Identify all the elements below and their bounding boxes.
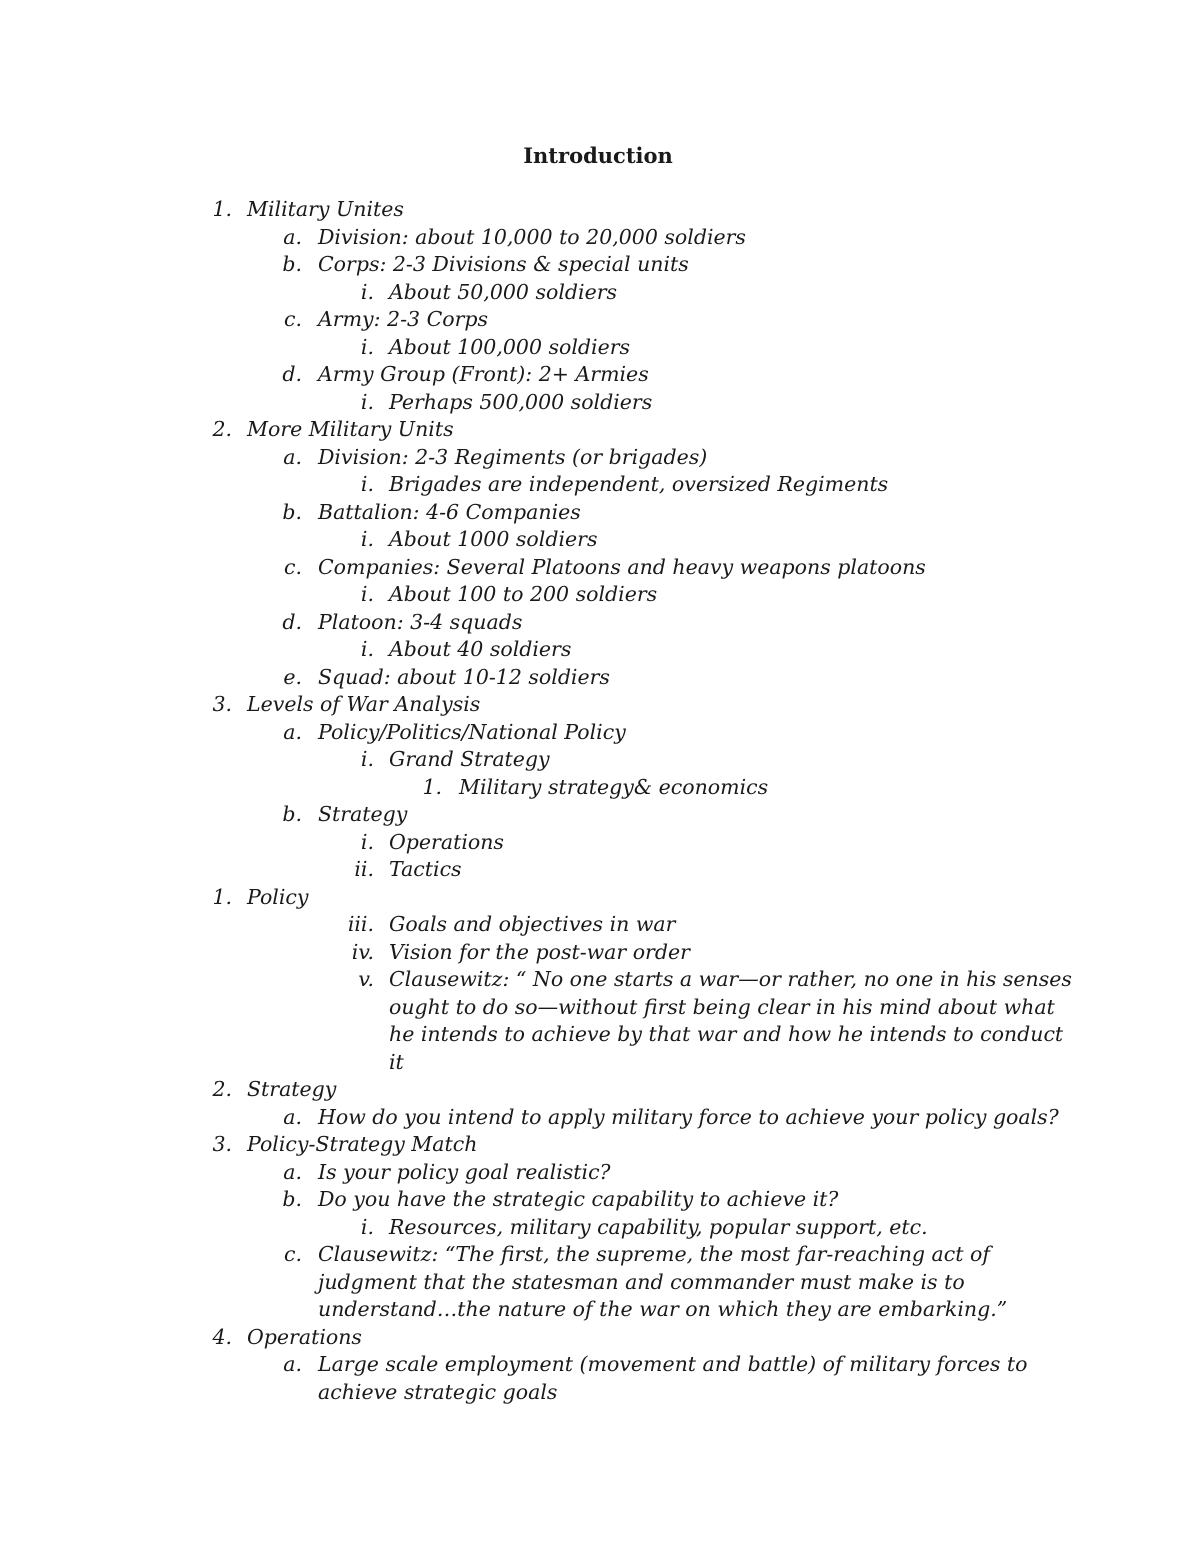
outline-marker: i. bbox=[360, 527, 374, 551]
outline-text: Tactics bbox=[389, 857, 462, 881]
outline-item bbox=[0, 361, 1200, 389]
outline-marker: iv. bbox=[351, 939, 374, 964]
outline-item bbox=[0, 581, 1200, 609]
outline-item bbox=[0, 1159, 1200, 1187]
outline-marker: b. bbox=[282, 1187, 302, 1211]
outline-text: Goals and objectives in war bbox=[389, 912, 676, 936]
outline-text: More Military Units bbox=[247, 417, 454, 441]
outline-list bbox=[0, 196, 1200, 1406]
outline-item bbox=[0, 1379, 1200, 1407]
outline-text: achieve strategic goals bbox=[318, 1379, 558, 1404]
outline-text: Military Unites bbox=[247, 197, 404, 221]
outline-marker: d. bbox=[282, 362, 302, 386]
outline-marker: a. bbox=[283, 224, 302, 249]
outline-marker: c. bbox=[284, 307, 302, 331]
outline-text: Policy-Strategy Match bbox=[247, 1132, 478, 1156]
outline-item bbox=[0, 1214, 1200, 1242]
outline-marker: a. bbox=[283, 719, 302, 744]
outline-text: Operations bbox=[389, 829, 504, 854]
outline-marker: v. bbox=[358, 967, 374, 991]
outline-text: Operations bbox=[247, 1324, 362, 1349]
outline-text: Clausewitz: “The first, the supreme, the most far-reaching act of bbox=[318, 1242, 990, 1266]
outline-marker: 2. bbox=[212, 417, 232, 441]
outline-text: Brigades are independent, oversized Regiments bbox=[389, 472, 889, 496]
outline-text: Large scale employment (movement and battle) of military forces to bbox=[318, 1352, 1028, 1376]
outline-item bbox=[0, 416, 1200, 444]
outline-item bbox=[0, 251, 1200, 279]
outline-marker: b. bbox=[282, 802, 302, 826]
outline-item bbox=[0, 1104, 1200, 1132]
outline-item bbox=[0, 636, 1200, 664]
outline-text: Division: about 10,000 to 20,000 soldiers bbox=[318, 224, 746, 249]
outline-item bbox=[0, 1186, 1200, 1214]
outline-marker: b. bbox=[282, 252, 302, 276]
outline-marker: c. bbox=[284, 1242, 302, 1266]
outline-item bbox=[0, 691, 1200, 719]
outline-item bbox=[0, 911, 1200, 939]
outline-text: About 100,000 soldiers bbox=[389, 334, 631, 359]
outline-item bbox=[0, 746, 1200, 774]
outline-marker: 3. bbox=[212, 1132, 232, 1156]
outline-item bbox=[0, 966, 1200, 994]
outline-marker: ii. bbox=[354, 857, 374, 881]
outline-item bbox=[0, 1324, 1200, 1352]
outline-text: About 50,000 soldiers bbox=[389, 279, 618, 304]
outline-item bbox=[0, 1269, 1200, 1297]
outline-text: Strategy bbox=[318, 802, 408, 826]
outline-item bbox=[0, 939, 1200, 967]
outline-marker: e. bbox=[283, 664, 302, 689]
outline-marker: 3. bbox=[212, 692, 232, 716]
document-title: Introduction bbox=[523, 143, 673, 168]
outline-item bbox=[0, 664, 1200, 692]
outline-text: Battalion: 4-6 Companies bbox=[318, 499, 581, 524]
outline-text: ought to do so—without first being clear in his mind about what bbox=[389, 994, 1055, 1019]
outline-item bbox=[0, 334, 1200, 362]
outline-item bbox=[0, 1076, 1200, 1104]
outline-item bbox=[0, 389, 1200, 417]
outline-text: Platoon: 3-4 squads bbox=[318, 609, 523, 634]
outline-text: he intends to achieve by that war and how he intends to conduct bbox=[389, 1022, 1064, 1046]
outline-text: Levels of War Analysis bbox=[247, 692, 481, 716]
outline-item bbox=[0, 1049, 1200, 1077]
outline-text: About 100 to 200 soldiers bbox=[389, 582, 658, 606]
outline-text: Grand Strategy bbox=[389, 747, 550, 771]
outline-marker: a. bbox=[283, 1352, 302, 1376]
outline-item bbox=[0, 526, 1200, 554]
outline-item bbox=[0, 1021, 1200, 1049]
outline-item bbox=[0, 856, 1200, 884]
outline-item bbox=[0, 719, 1200, 747]
outline-marker: 2. bbox=[212, 1077, 232, 1101]
outline-marker: i. bbox=[360, 637, 374, 661]
outline-marker: c. bbox=[284, 554, 302, 579]
outline-text: Policy/Politics/National Policy bbox=[318, 719, 626, 744]
outline-text: Resources, military capability, popular support, etc. bbox=[389, 1214, 928, 1239]
outline-item bbox=[0, 1296, 1200, 1324]
outline-marker: i. bbox=[360, 829, 374, 854]
outline-item bbox=[0, 1241, 1200, 1269]
outline-marker: 4. bbox=[212, 1324, 232, 1349]
outline-item bbox=[0, 609, 1200, 637]
outline-marker: i. bbox=[360, 1214, 374, 1239]
outline-marker: d. bbox=[282, 609, 302, 634]
outline-marker: i. bbox=[360, 279, 374, 304]
outline-item bbox=[0, 1351, 1200, 1379]
outline-marker: a. bbox=[283, 1104, 302, 1129]
outline-text: understand…the nature of the war on which they are embarking.” bbox=[318, 1297, 1008, 1321]
outline-text: Corps: 2-3 Divisions & special units bbox=[318, 252, 689, 276]
outline-marker: i. bbox=[360, 472, 374, 496]
outline-item bbox=[0, 499, 1200, 527]
outline-marker: i. bbox=[360, 582, 374, 606]
outline-text: Clausewitz: “ No one starts a war—or rather, no one in his senses bbox=[389, 967, 1072, 991]
outline-marker: 1. bbox=[422, 774, 442, 799]
outline-text: Division: 2-3 Regiments (or brigades) bbox=[318, 444, 708, 469]
outline-marker: 1. bbox=[212, 197, 232, 221]
outline-item bbox=[0, 801, 1200, 829]
outline-item bbox=[0, 994, 1200, 1022]
outline-marker: iii. bbox=[347, 912, 374, 936]
outline-text: Military strategy& economics bbox=[459, 774, 769, 799]
outline-item bbox=[0, 306, 1200, 334]
outline-item bbox=[0, 1131, 1200, 1159]
outline-text: it bbox=[389, 1049, 404, 1074]
outline-item bbox=[0, 774, 1200, 802]
outline-marker: i. bbox=[360, 389, 374, 414]
outline-text: Policy bbox=[247, 884, 309, 909]
outline-text: Do you have the strategic capability to achieve it? bbox=[318, 1187, 839, 1211]
outline-text: judgment that the statesman and commander must make is to bbox=[318, 1269, 965, 1294]
outline-text: Companies: Several Platoons and heavy weapons platoons bbox=[318, 554, 926, 579]
outline-text: About 1000 soldiers bbox=[389, 527, 598, 551]
outline-text: Is your policy goal realistic? bbox=[318, 1159, 611, 1184]
outline-text: How do you intend to apply military force to achieve your policy goals? bbox=[318, 1104, 1059, 1129]
outline-marker: a. bbox=[283, 1159, 302, 1184]
outline-item bbox=[0, 196, 1200, 224]
outline-item bbox=[0, 471, 1200, 499]
outline-marker: a. bbox=[283, 444, 302, 469]
outline-text: Strategy bbox=[247, 1077, 337, 1101]
outline-item bbox=[0, 829, 1200, 857]
outline-item bbox=[0, 554, 1200, 582]
outline-item bbox=[0, 884, 1200, 912]
outline-item bbox=[0, 279, 1200, 307]
outline-text: Army: 2-3 Corps bbox=[318, 307, 489, 331]
outline-text: Army Group (Front): 2+ Armies bbox=[318, 362, 649, 386]
outline-marker: i. bbox=[360, 747, 374, 771]
outline-text: Perhaps 500,000 soldiers bbox=[389, 389, 653, 414]
outline-text: Vision for the post-war order bbox=[389, 939, 690, 964]
outline-item bbox=[0, 224, 1200, 252]
outline-marker: i. bbox=[360, 334, 374, 359]
outline-item bbox=[0, 444, 1200, 472]
outline-marker: b. bbox=[282, 499, 302, 524]
outline-marker: 1. bbox=[212, 884, 232, 909]
outline-text: Squad: about 10-12 soldiers bbox=[318, 664, 610, 689]
outline-text: About 40 soldiers bbox=[389, 637, 572, 661]
